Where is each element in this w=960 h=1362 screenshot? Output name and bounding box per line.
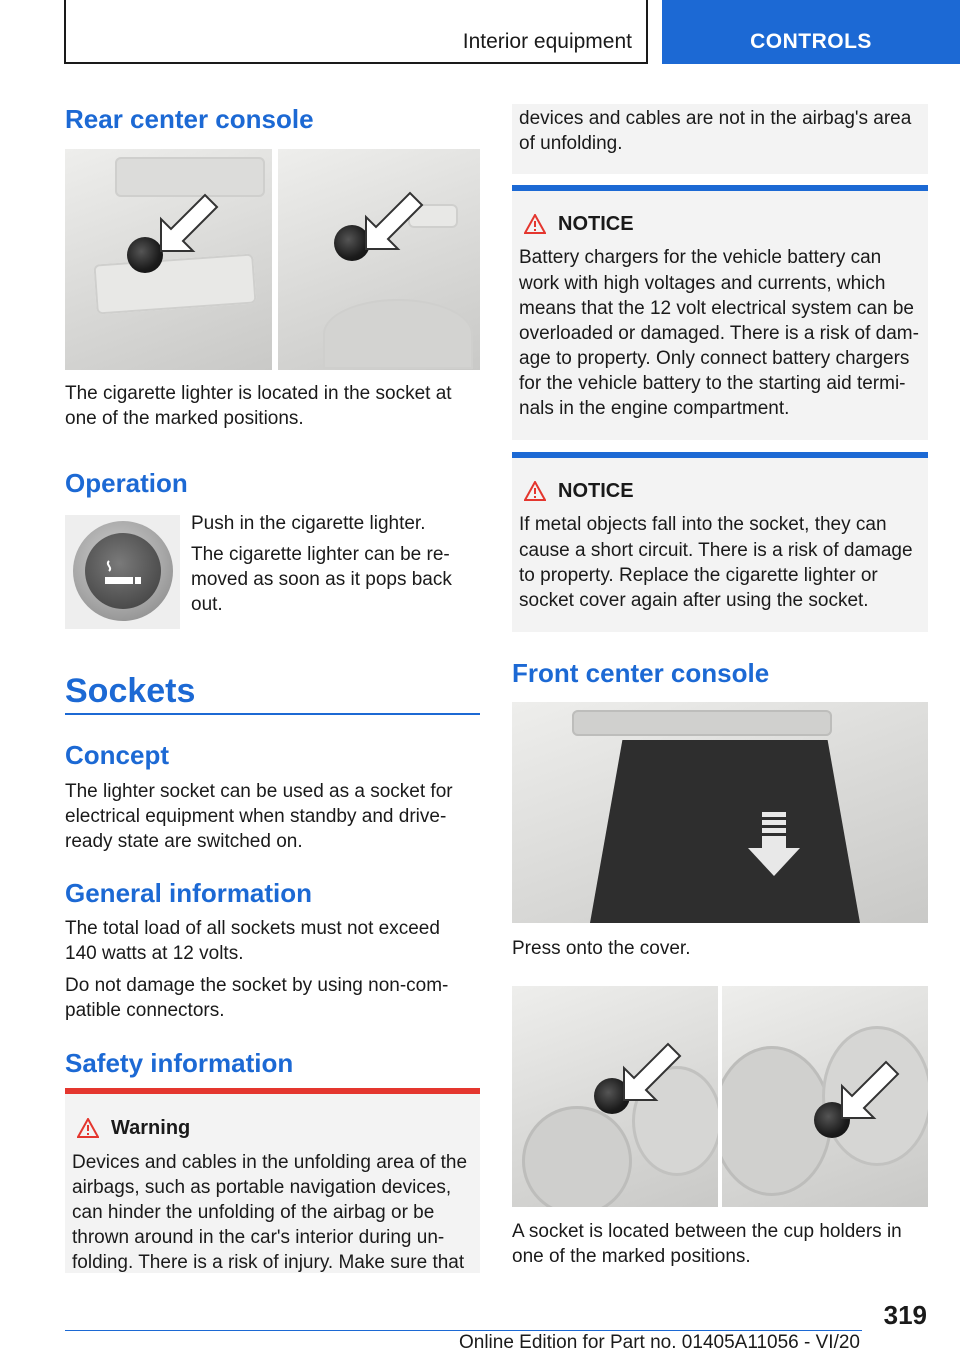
marker-arrow-icon	[616, 1038, 686, 1108]
notice2-line-1: If metal objects fall into the socket, they can	[519, 514, 887, 535]
header-section-title: Interior equipment	[462, 30, 632, 53]
concept-line-3: ready state are switched on.	[65, 831, 303, 852]
general-line-2: 140 watts at 12 volts.	[65, 943, 244, 964]
notice1-line-4: overloaded or damaged. There is a risk of dam-	[519, 323, 919, 344]
front-cover-caption: Press onto the cover.	[512, 938, 691, 959]
page-number: 319	[883, 1300, 927, 1330]
warning-continued-line-2: of unfolding.	[519, 133, 623, 154]
rear-console-photo-2	[278, 149, 480, 370]
footer-rule	[65, 1330, 862, 1331]
general-line-1: The total load of all sockets must not exceed	[65, 918, 440, 939]
concept-line-1: The lighter socket can be used as a socket for	[65, 781, 453, 802]
warning-bar	[65, 1088, 480, 1094]
header-chapter-label: CONTROLS	[750, 30, 872, 53]
warning-line-1: Devices and cables in the unfolding area of the	[72, 1152, 468, 1173]
warning-continued-line-1: devices and cables are not in the airbag's area	[519, 108, 912, 129]
notice-title: NOTICE	[558, 480, 634, 502]
warning-title: Warning	[111, 1117, 191, 1139]
operation-heading: Operation	[65, 468, 188, 498]
marker-arrow-icon	[834, 1056, 904, 1126]
rear-console-photo-1	[65, 149, 272, 370]
marker-arrow-icon	[153, 189, 223, 259]
rear-center-console-heading: Rear center console	[65, 104, 314, 134]
cup-holder-photo-2	[722, 986, 928, 1207]
operation-step-2-line-3: out.	[191, 594, 223, 615]
footer-edition: Online Edition for Part no. 01405A11056 - VI/20	[458, 1332, 860, 1353]
cup-holder-photo-1	[512, 986, 718, 1207]
safety-information-heading: Safety information	[65, 1048, 294, 1078]
header-chapter-tab	[662, 0, 960, 64]
general-line-4: patible connectors.	[65, 1000, 225, 1021]
notice-bar	[512, 452, 928, 458]
sockets-chapter-heading: Sockets	[65, 672, 196, 710]
operation-step-2-line-2: moved as soon as it pops back	[191, 569, 452, 590]
socket-caption-line-1: A socket is located between the cup holders in	[512, 1221, 902, 1242]
warning-line-2: airbags, such as portable navigation devices,	[72, 1177, 452, 1198]
warning-triangle-icon	[524, 481, 546, 501]
front-center-console-heading: Front center console	[512, 658, 770, 688]
warning-line-3: can hinder the unfolding of the airbag or be	[72, 1202, 435, 1223]
warning-box	[65, 1088, 480, 1273]
notice1-line-7: nals in the engine compartment.	[519, 398, 790, 419]
warning-line-5: folding. There is a risk of injury. Make sure that	[72, 1252, 465, 1273]
notice-box-metal-objects	[512, 452, 928, 632]
notice1-line-1: Battery chargers for the vehicle battery can	[519, 247, 882, 268]
cigarette-lighter-icon	[65, 515, 180, 629]
notice1-line-3: means that the 12 volt electrical system can be	[519, 298, 914, 319]
concept-heading: Concept	[65, 740, 169, 770]
general-information-heading: General information	[65, 878, 313, 908]
notice-title: NOTICE	[558, 213, 634, 235]
front-console-cover-photo	[512, 702, 928, 923]
notice-box-battery-chargers	[512, 185, 928, 440]
concept-line-2: electrical equipment when standby and drive-	[65, 806, 447, 827]
warning-box-continued	[512, 104, 928, 174]
warning-triangle-icon	[77, 1118, 99, 1138]
marker-arrow-icon	[358, 187, 428, 257]
rear-caption-line-1: The cigarette lighter is located in the socket at	[65, 383, 452, 404]
warning-line-4: thrown around in the car's interior during un-	[72, 1227, 445, 1248]
rear-caption-line-2: one of the marked positions.	[65, 408, 304, 429]
down-arrow-icon	[744, 810, 804, 880]
header-section-box	[64, 0, 648, 64]
operation-step-1: Push in the cigarette lighter.	[191, 513, 426, 534]
socket-caption-line-2: one of the marked positions.	[512, 1246, 751, 1267]
notice-bar	[512, 185, 928, 191]
operation-step-2-line-1: The cigarette lighter can be re-	[191, 544, 450, 565]
notice2-line-4: socket cover again after using the socket.	[519, 590, 869, 611]
sockets-heading-rule	[65, 713, 480, 715]
notice1-line-2: work with high voltages and currents, which	[519, 273, 886, 294]
notice2-line-3: to property. Replace the cigarette lighter or	[519, 565, 878, 586]
notice1-line-6: for the vehicle battery to the starting aid termi-	[519, 373, 906, 394]
notice1-line-5: age to property. Only connect battery chargers	[519, 348, 910, 369]
general-line-3: Do not damage the socket by using non-com-	[65, 975, 449, 996]
warning-triangle-icon	[524, 214, 546, 234]
notice2-line-2: cause a short circuit. There is a risk of damage	[519, 540, 913, 561]
